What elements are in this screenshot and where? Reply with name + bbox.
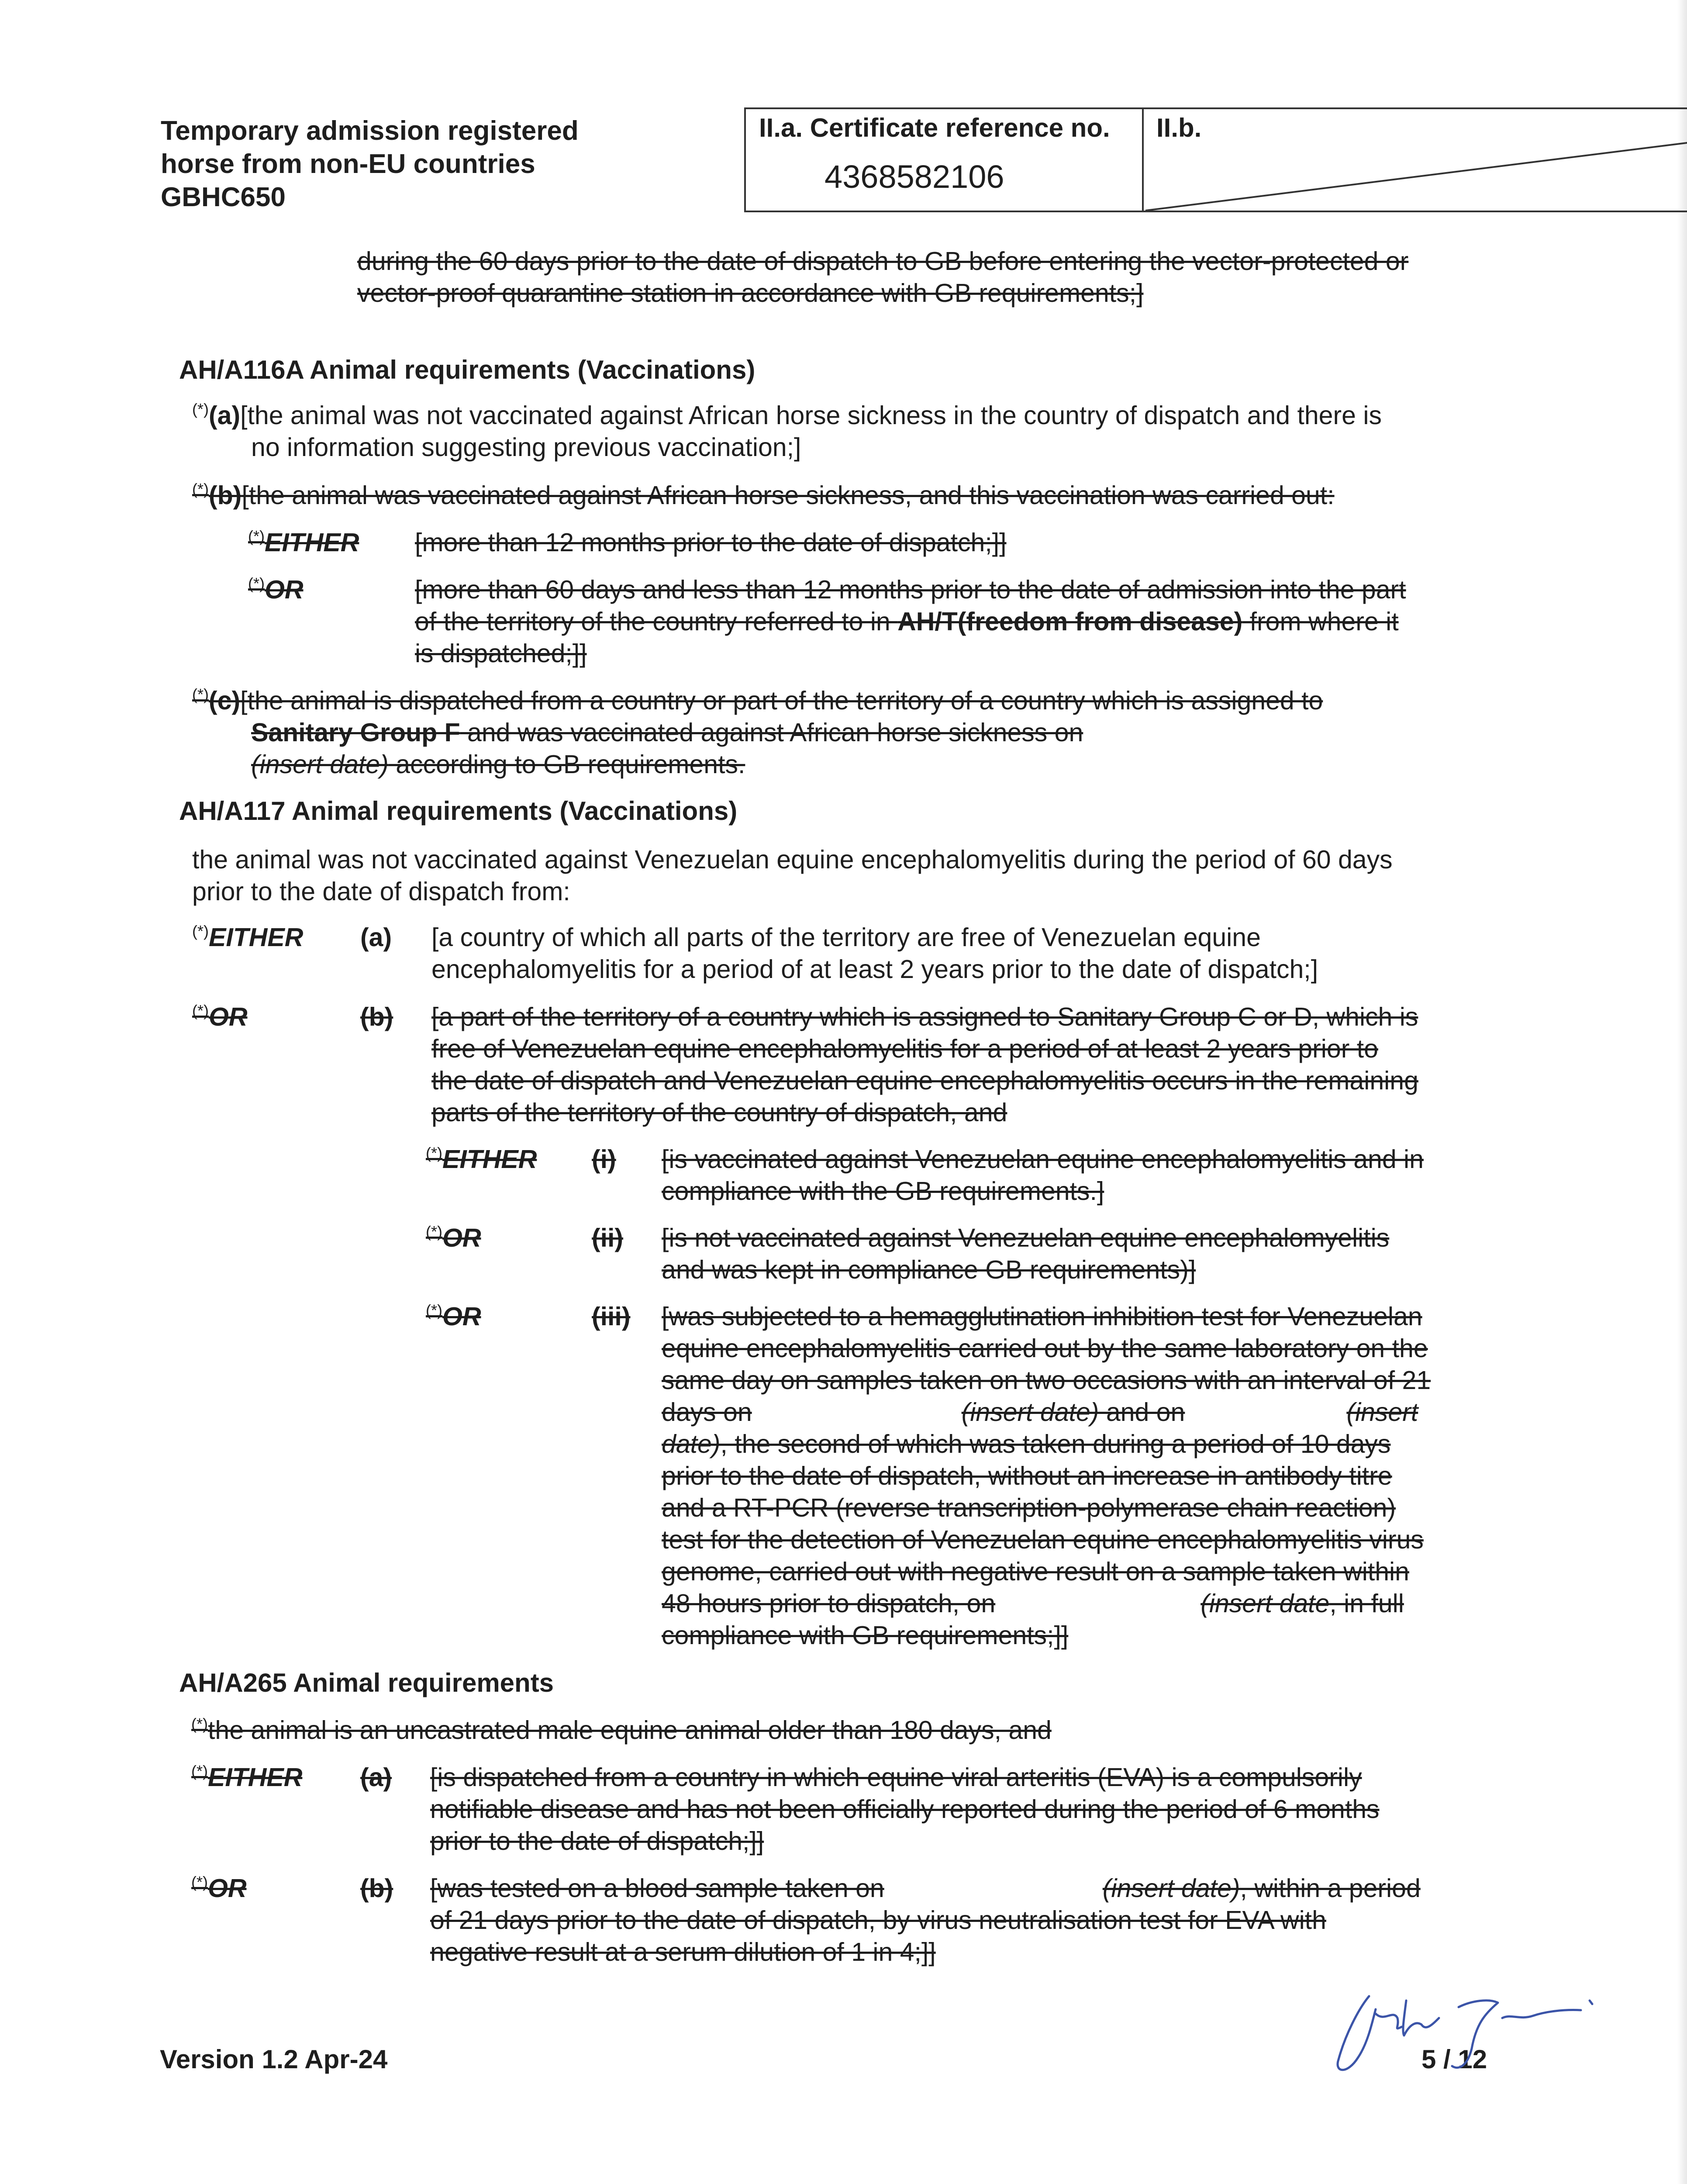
a117-b-label: (b) — [360, 1002, 393, 1031]
a117-iii-label: (iii) — [592, 1302, 631, 1331]
title-line-1: Temporary admission registered — [161, 116, 579, 146]
page-edge-shadow — [1677, 0, 1687, 2184]
a116-c-line-1: (*)(c)[the animal is dispatched from a country or part of the territory of a country which is assigned to — [192, 685, 1323, 715]
a117-i-line-2: compliance with the GB requirements.] — [662, 1177, 1104, 1206]
a117-or-label: (*)OR — [192, 1002, 248, 1031]
a117-b-line-3: the date of dispatch and Venezuelan equine encephalomyelitis occurs in the remaining — [431, 1066, 1418, 1095]
certificate-title — [161, 114, 579, 214]
a117-ii-line-2: and was kept in compliance GB requirements)] — [662, 1255, 1196, 1284]
a265-a-line-3: prior to the date of dispatch;]] — [430, 1827, 764, 1856]
a116-a-line-2: no information suggesting previous vaccination;] — [251, 433, 801, 462]
version-label: Version 1.2 Apr-24 — [160, 2045, 388, 2074]
a116-c-line-2: Sanitary Group F and was vaccinated against African horse sickness on — [251, 718, 1083, 747]
a117-iii-line-7: and a RT-PCR (reverse transcription-polymerase chain reaction) — [662, 1493, 1396, 1522]
a117-a-line-1: [a country of which all parts of the territory are free of Venezuelan equine — [431, 923, 1261, 952]
a117-iii-or-label: (*)OR — [426, 1301, 481, 1331]
a117-ii-line-1: [is not vaccinated against Venezuelan equine encephalomyelitis — [662, 1223, 1390, 1252]
a117-iii-line-5: date), the second of which was taken during a period of 10 days — [662, 1430, 1391, 1458]
reference-box — [744, 107, 1687, 212]
a117-b-line-4: parts of the territory of the country of dispatch, and — [431, 1098, 1007, 1127]
a117-iii-line-9: genome, carried out with negative result on a sample taken within — [662, 1557, 1409, 1586]
a265-a-line-1: [is dispatched from a country in which equine viral arteritis (EVA) is a compulsorily — [430, 1763, 1362, 1792]
a265-intro: (*)the animal is an uncastrated male equine animal older than 180 days, and — [191, 1715, 1052, 1745]
a116-b-line-1: (*)(b)[the animal was vaccinated against African horse sickness, and this vaccination was carried out: — [192, 480, 1335, 510]
a117-iii-line-11: compliance with GB requirements;]] — [662, 1621, 1069, 1650]
a117-ii-label: (ii) — [592, 1223, 624, 1252]
a117-b-line-2: free of Venezuelan equine encephalomyelitis for a period of at least 2 years prior to — [431, 1034, 1378, 1063]
a116-c-line-3: (insert date) according to GB requirements. — [251, 750, 745, 779]
a117-i-label: (i) — [592, 1145, 616, 1174]
iib-diagonal-line — [1144, 109, 1687, 212]
a265-heading: AH/A265 Animal requirements — [179, 1668, 554, 1697]
a117-iii-line-1: [was subjected to a hemagglutination inhibition test for Venezuelan — [662, 1302, 1422, 1331]
a116-or-line-2: of the territory of the country referred to in AH/T(freedom from disease) from where it — [415, 607, 1399, 636]
title-line-3: GBHC650 — [161, 182, 286, 212]
a117-a-label: (a) — [360, 923, 392, 952]
a117-i-either-label: (*)EITHER — [426, 1144, 537, 1174]
title-line-2: horse from non-EU countries — [161, 149, 535, 179]
a117-iii-line-10: 48 hours prior to dispatch, on (insert date, in full — [662, 1589, 1404, 1618]
a116-or-line-1: [more than 60 days and less than 12 months prior to the date of admission into the part — [415, 575, 1406, 604]
iib-label: II.b. — [1156, 113, 1202, 142]
a116-or-line-3: is dispatched;]] — [415, 639, 587, 668]
a117-iii-line-3: same day on samples taken on two occasions with an interval of 21 — [662, 1366, 1431, 1395]
continuation-line-1: during the 60 days prior to the date of dispatch to GB before entering the vector-protected or — [357, 247, 1409, 276]
a117-b-line-1: [a part of the territory of a country which is assigned to Sanitary Group C or D, which is — [431, 1002, 1418, 1031]
a265-either-label: (*)EITHER — [191, 1762, 303, 1792]
a117-i-line-1: [is vaccinated against Venezuelan equine encephalomyelitis and in — [662, 1145, 1424, 1174]
a265-or-label: (*)OR — [191, 1873, 247, 1903]
a117-iii-line-6: prior to the date of dispatch, without an increase in antibody titre — [662, 1462, 1392, 1490]
handwritten-signature — [1328, 1983, 1607, 2079]
ref-number: 4368582106 — [825, 159, 1004, 195]
a117-iii-line-8: test for the detection of Venezuelan equine encephalomyelitis virus — [662, 1525, 1424, 1554]
a116-either-text: [more than 12 months prior to the date of dispatch;]] — [415, 528, 1007, 557]
a116-either-label: (*)EITHER — [248, 527, 359, 557]
a117-a-line-2: encephalomyelitis for a period of at least 2 years prior to the date of dispatch;] — [431, 955, 1318, 984]
a265-b-line-1: [was tested on a blood sample taken on (insert date), within a period — [430, 1874, 1421, 1903]
a116-or-label: (*)OR — [248, 574, 304, 604]
continuation-line-2: vector-proof quarantine station in accordance with GB requirements;] — [357, 279, 1144, 308]
a265-b-label: (b) — [360, 1874, 393, 1903]
a117-ii-or-label: (*)OR — [426, 1223, 481, 1252]
a116-heading: AH/A116A Animal requirements (Vaccinations) — [179, 355, 756, 384]
a117-either-label: (*)EITHER — [192, 922, 304, 952]
a265-b-line-2: of 21 days prior to the date of dispatch, by virus neutralisation test for EVA with — [430, 1906, 1326, 1935]
page-number: 5 / 12 — [1421, 2045, 1487, 2074]
a265-a-label: (a) — [360, 1763, 392, 1792]
a117-iii-line-4: days on (insert date) and on (insert — [662, 1398, 1418, 1427]
a117-intro-line-1: the animal was not vaccinated against Venezuelan equine encephalomyelitis during the period of 60 days — [192, 845, 1393, 874]
ref-label: II.a. Certificate reference no. — [759, 113, 1110, 142]
a265-a-line-2: notifiable disease and has not been officially reported during the period of 6 months — [430, 1795, 1380, 1824]
a116-a-line-1: (*)(a)[the animal was not vaccinated against African horse sickness in the country of dispatch and there is — [192, 400, 1382, 430]
a117-intro-line-2: prior to the date of dispatch from: — [192, 877, 570, 906]
a117-iii-line-2: equine encephalomyelitis carried out by the same laboratory on the — [662, 1334, 1428, 1363]
a117-heading: AH/A117 Animal requirements (Vaccinations) — [179, 796, 738, 826]
a265-b-line-3: negative result at a serum dilution of 1 in 4;]] — [430, 1938, 936, 1966]
